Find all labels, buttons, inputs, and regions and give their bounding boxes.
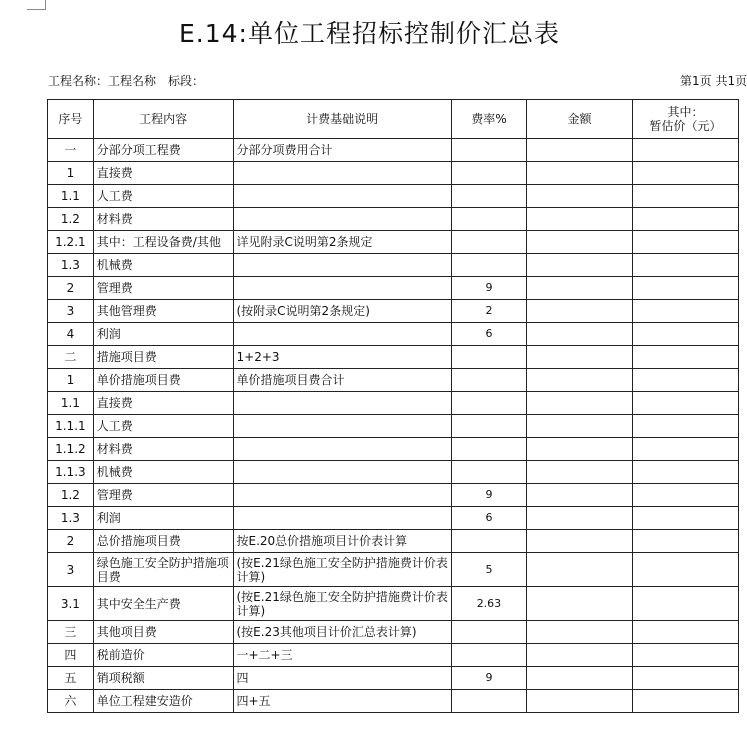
cell-rate: 2	[451, 300, 526, 323]
cell-seq: 1	[48, 162, 94, 185]
cell-content: 机械费	[93, 254, 233, 277]
table-row	[48, 369, 739, 392]
table-row	[48, 392, 739, 415]
cell-seq: 六	[48, 690, 94, 713]
cell-basis: 分部分项费用合计	[233, 139, 451, 162]
cell-seq: 1.2.1	[48, 231, 94, 254]
cell-provisional	[632, 346, 738, 369]
cell-seq: 1.3	[48, 254, 94, 277]
cell-content: 直接费	[93, 162, 233, 185]
cell-rate: 9	[451, 277, 526, 300]
cell-content: 机械费	[93, 461, 233, 484]
cell-content: 税前造价	[93, 644, 233, 667]
cell-rate	[451, 392, 526, 415]
cell-provisional	[632, 162, 738, 185]
cell-basis	[233, 507, 451, 530]
cell-content: 材料费	[93, 208, 233, 231]
cell-basis	[233, 415, 451, 438]
table-row	[48, 461, 739, 484]
header-provisional	[632, 100, 738, 139]
cell-amount	[527, 667, 633, 690]
cell-rate	[451, 644, 526, 667]
cell-seq: 3	[48, 300, 94, 323]
cell-rate: 5	[451, 553, 526, 587]
cell-basis	[233, 484, 451, 507]
cell-basis	[233, 254, 451, 277]
cell-basis: 单价措施项目费合计	[233, 369, 451, 392]
header-provisional-line1: 其中：	[667, 105, 704, 119]
header-rate: 费率%	[451, 100, 526, 139]
cell-content: 分部分项工程费	[93, 139, 233, 162]
cell-amount	[527, 530, 633, 553]
cell-content: 管理费	[93, 277, 233, 300]
header-provisional-line2: 暂估价（元）	[649, 119, 722, 133]
cell-content: 其他项目费	[93, 621, 233, 644]
cell-provisional	[632, 553, 738, 587]
cell-rate	[451, 690, 526, 713]
cell-provisional	[632, 392, 738, 415]
cell-content: 管理费	[93, 484, 233, 507]
cell-provisional	[632, 254, 738, 277]
cell-basis	[233, 208, 451, 231]
table-row	[48, 553, 739, 587]
cell-amount	[527, 185, 633, 208]
cell-rate: 6	[451, 507, 526, 530]
cell-rate	[451, 415, 526, 438]
table-row	[48, 300, 739, 323]
cell-basis: (按附录C说明第2条规定)	[233, 300, 451, 323]
cell-amount	[527, 208, 633, 231]
table-row	[48, 415, 739, 438]
cell-amount	[527, 231, 633, 254]
cell-content: 其他管理费	[93, 300, 233, 323]
table-row	[48, 346, 739, 369]
cell-seq: 二	[48, 346, 94, 369]
cell-content: 单价措施项目费	[93, 369, 233, 392]
cell-basis	[233, 162, 451, 185]
table-row	[48, 254, 739, 277]
page-corner-mark	[27, 0, 46, 10]
table-row	[48, 667, 739, 690]
table-row	[48, 277, 739, 300]
table-body	[48, 139, 739, 713]
cell-basis: 详见附录C说明第2条规定	[233, 231, 451, 254]
cell-provisional	[632, 507, 738, 530]
cell-amount	[527, 690, 633, 713]
cell-rate	[451, 254, 526, 277]
cell-seq: 3.1	[48, 587, 94, 621]
cell-amount	[527, 162, 633, 185]
cell-provisional	[632, 438, 738, 461]
cell-provisional	[632, 277, 738, 300]
cell-basis: 1+2+3	[233, 346, 451, 369]
cell-content: 单位工程建安造价	[93, 690, 233, 713]
cell-rate: 6	[451, 323, 526, 346]
cell-content: 人工费	[93, 185, 233, 208]
table-row	[48, 507, 739, 530]
table-row	[48, 438, 739, 461]
header-amount: 金额	[527, 100, 633, 139]
cell-provisional	[632, 185, 738, 208]
cell-rate	[451, 139, 526, 162]
header-basis: 计费基础说明	[233, 100, 451, 139]
cell-amount	[527, 644, 633, 667]
cell-provisional	[632, 667, 738, 690]
cell-amount	[527, 438, 633, 461]
cell-provisional	[632, 369, 738, 392]
cell-provisional	[632, 300, 738, 323]
cell-content: 利润	[93, 323, 233, 346]
cell-seq: 三	[48, 621, 94, 644]
cell-amount	[527, 553, 633, 587]
cell-basis: (按E.23其他项目计价汇总表计算)	[233, 621, 451, 644]
cell-rate	[451, 438, 526, 461]
table-row	[48, 162, 739, 185]
cell-rate	[451, 621, 526, 644]
cell-content: 绿色施工安全防护措施项目费	[93, 553, 233, 587]
cell-seq: 2	[48, 530, 94, 553]
table-row	[48, 323, 739, 346]
cell-seq: 1.1.2	[48, 438, 94, 461]
cell-content: 销项税额	[93, 667, 233, 690]
table-row	[48, 621, 739, 644]
cell-amount	[527, 587, 633, 621]
cell-seq: 2	[48, 277, 94, 300]
cell-basis	[233, 461, 451, 484]
header-content: 工程内容	[93, 100, 233, 139]
cell-rate	[451, 530, 526, 553]
table-header-row	[48, 100, 739, 139]
cell-content: 总价措施项目费	[93, 530, 233, 553]
cell-basis	[233, 185, 451, 208]
cell-amount	[527, 323, 633, 346]
cell-content: 措施项目费	[93, 346, 233, 369]
cell-basis: 按E.20总价措施项目计价表计算	[233, 530, 451, 553]
cell-seq: 3	[48, 553, 94, 587]
cell-basis	[233, 438, 451, 461]
cell-amount	[527, 277, 633, 300]
cell-provisional	[632, 461, 738, 484]
cell-amount	[527, 392, 633, 415]
cell-rate	[451, 461, 526, 484]
cell-rate: 2.63	[451, 587, 526, 621]
cell-basis	[233, 323, 451, 346]
cell-content: 材料费	[93, 438, 233, 461]
cell-seq: 1.3	[48, 507, 94, 530]
table-row	[48, 208, 739, 231]
cell-rate	[451, 208, 526, 231]
cell-provisional	[632, 139, 738, 162]
cell-basis: 一+二+三	[233, 644, 451, 667]
table-row	[48, 690, 739, 713]
cell-seq: 五	[48, 667, 94, 690]
cell-seq: 1.2	[48, 208, 94, 231]
table-row	[48, 231, 739, 254]
cell-amount	[527, 346, 633, 369]
cell-amount	[527, 254, 633, 277]
cell-amount	[527, 507, 633, 530]
cell-rate: 9	[451, 667, 526, 690]
cell-content: 其中安全生产费	[93, 587, 233, 621]
cell-seq: 1.1	[48, 185, 94, 208]
cell-amount	[527, 484, 633, 507]
cell-amount	[527, 415, 633, 438]
cell-provisional	[632, 587, 738, 621]
cell-seq: 1.1	[48, 392, 94, 415]
cell-provisional	[632, 323, 738, 346]
cell-content: 人工费	[93, 415, 233, 438]
cell-basis	[233, 392, 451, 415]
cell-seq: 1.1.3	[48, 461, 94, 484]
cell-provisional	[632, 644, 738, 667]
table-row	[48, 484, 739, 507]
cell-amount	[527, 369, 633, 392]
cell-provisional	[632, 484, 738, 507]
cell-amount	[527, 621, 633, 644]
cell-provisional	[632, 208, 738, 231]
cell-rate: 9	[451, 484, 526, 507]
cell-seq: 四	[48, 644, 94, 667]
cell-seq: 一	[48, 139, 94, 162]
cell-provisional	[632, 690, 738, 713]
cell-provisional	[632, 621, 738, 644]
cell-provisional	[632, 231, 738, 254]
cell-content: 其中：工程设备费/其他	[93, 231, 233, 254]
cell-rate	[451, 162, 526, 185]
page-number-label: 第1页 共1页	[680, 74, 747, 88]
cell-rate	[451, 231, 526, 254]
cell-basis: (按E.21绿色施工安全防护措施费计价表计算)	[233, 587, 451, 621]
table-row	[48, 530, 739, 553]
cell-basis	[233, 277, 451, 300]
table-row	[48, 185, 739, 208]
page-title: E.14:单位工程招标控制价汇总表	[179, 19, 560, 48]
cell-amount	[527, 461, 633, 484]
cell-provisional	[632, 530, 738, 553]
table-row	[48, 587, 739, 621]
cell-seq: 4	[48, 323, 94, 346]
cell-basis: 四+五	[233, 690, 451, 713]
cell-rate	[451, 346, 526, 369]
cell-provisional	[632, 415, 738, 438]
header-seq: 序号	[48, 100, 94, 139]
table-row	[48, 139, 739, 162]
cell-seq: 1.1.1	[48, 415, 94, 438]
cell-rate	[451, 185, 526, 208]
cell-content: 利润	[93, 507, 233, 530]
table-row	[48, 644, 739, 667]
cell-rate	[451, 369, 526, 392]
cell-seq: 1	[48, 369, 94, 392]
cell-basis: (按E.21绿色施工安全防护措施费计价表计算)	[233, 553, 451, 587]
project-name-label: 工程名称：工程名称 标段：	[48, 74, 205, 88]
cost-summary-table	[47, 99, 739, 713]
cell-basis: 四	[233, 667, 451, 690]
cell-seq: 1.2	[48, 484, 94, 507]
cell-amount	[527, 139, 633, 162]
cell-amount	[527, 300, 633, 323]
cell-content: 直接费	[93, 392, 233, 415]
